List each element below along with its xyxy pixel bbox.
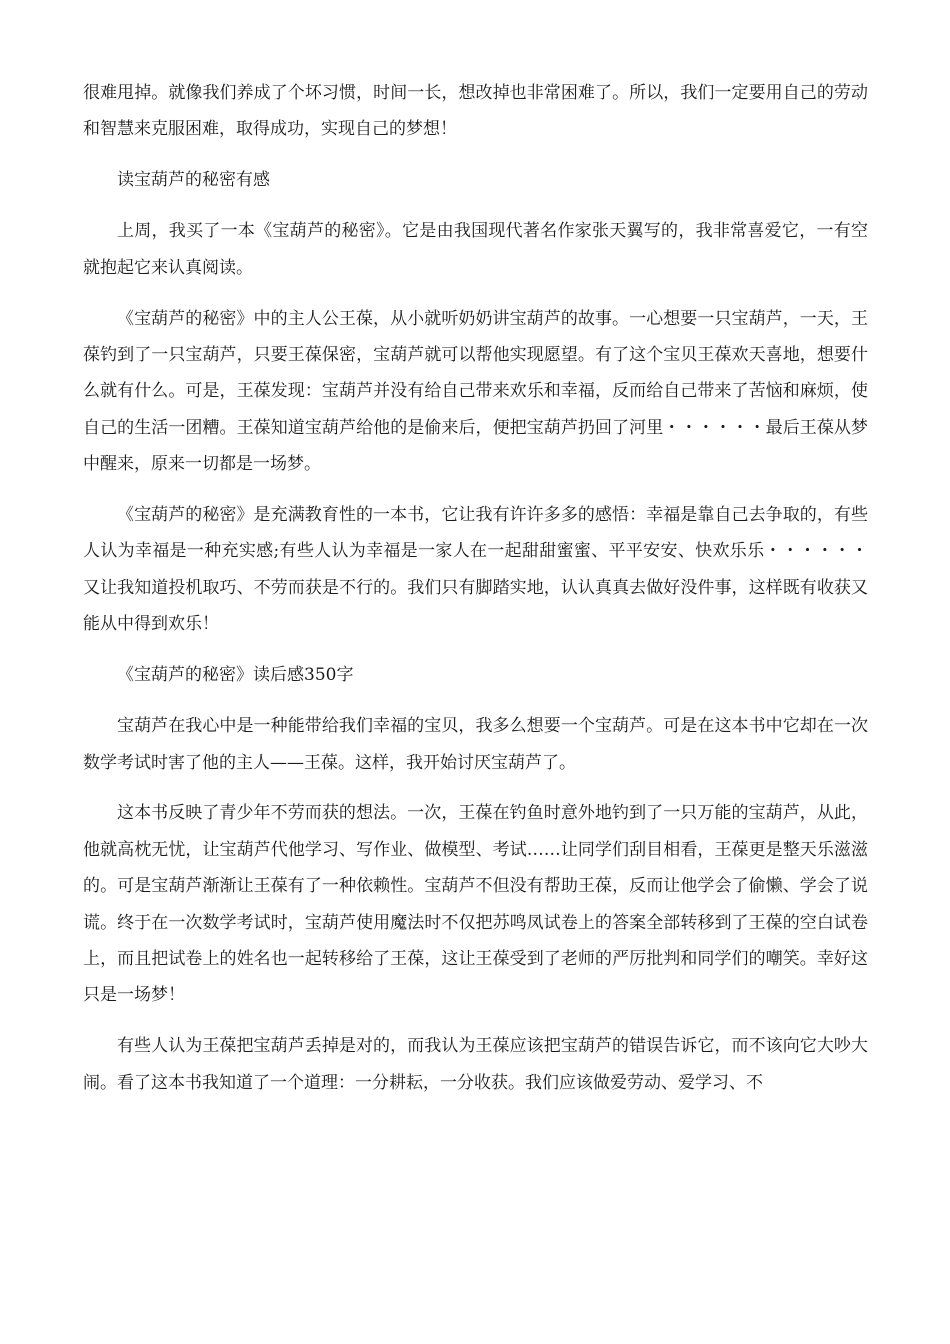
paragraph: 宝葫芦在我心中是一种能带给我们幸福的宝贝，我多么想要一个宝葫芦。可是在这本书中它却在一次数学考试时害了他的主人——王葆。这样，我开始讨厌宝葫芦了。	[83, 716, 868, 773]
paragraph-continuation: 很难甩掉。就像我们养成了个坏习惯，时间一长，想改掉也非常困难了。所以，我们一定要用自己的劳动和智慧来克服困难，取得成功，实现自己的梦想！	[83, 83, 868, 140]
essay-title-2: 《宝葫芦的秘密》读后感350字	[117, 665, 354, 686]
document-page	[83, 75, 868, 1116]
paragraph: 上周，我买了一本《宝葫芦的秘密》。它是由我国现代著名作家张天翼写的，我非常喜爱它，一有空就抱起它来认真阅读。	[83, 221, 868, 278]
paragraph: 这本书反映了青少年不劳而获的想法。一次，王葆在钓鱼时意外地钓到了一只万能的宝葫芦，从此，他就高枕无忧，让宝葫芦代他学习、写作业、做模型、考试……让同学们刮目相看，王葆更是整天乐滋滋的。可是宝葫芦渐渐让王葆有了一种依赖性。宝葫芦不但没有帮助王葆，反而让他学会了偷懒、学会了说谎。终于在一次数学考试时，宝葫芦使用魔法时不仅把苏鸣凤试卷上的答案全部转移到了王葆的空白试卷上，而且把试卷上的姓名也一起转移给了王葆，这让王葆受到了老师的严厉批判和同学们的嘲笑。幸好这只是一场梦！	[83, 803, 868, 1006]
paragraph: 有些人认为王葆把宝葫芦丢掉是对的，而我认为王葆应该把宝葫芦的错误告诉它，而不该向它大吵大闹。看了这本书我知道了一个道理：一分耕耘，一分收获。我们应该做爱劳动、爱学习、不	[83, 1036, 868, 1093]
paragraph: 《宝葫芦的秘密》是充满教育性的一本书，它让我有许许多多的感悟：幸福是靠自己去争取的，有些人认为幸福是一种充实感;有些人认为幸福是一家人在一起甜甜蜜蜜、平平安安、快欢乐乐・・・・・・又让我知道投机取巧、不劳而获是不行的。我们只有脚踏实地，认认真真去做好没件事，这样既有收获又能从中得到欢乐！	[83, 505, 868, 635]
paragraph: 《宝葫芦的秘密》中的主人公王葆，从小就听奶奶讲宝葫芦的故事。一心想要一只宝葫芦，一天，王葆钓到了一只宝葫芦，只要王葆保密，宝葫芦就可以帮他实现愿望。有了这个宝贝王葆欢天喜地，想要什么就有什么。可是，王葆发现：宝葫芦并没有给自己带来欢乐和幸福，反而给自己带来了苦恼和麻烦，使自己的生活一团糟。王葆知道宝葫芦给他的是偷来后，便把宝葫芦扔回了河里・・・・・・最后王葆从梦中醒来，原来一切都是一场梦。	[83, 308, 868, 475]
essay-title-1: 读宝葫芦的秘密有感	[117, 170, 270, 191]
